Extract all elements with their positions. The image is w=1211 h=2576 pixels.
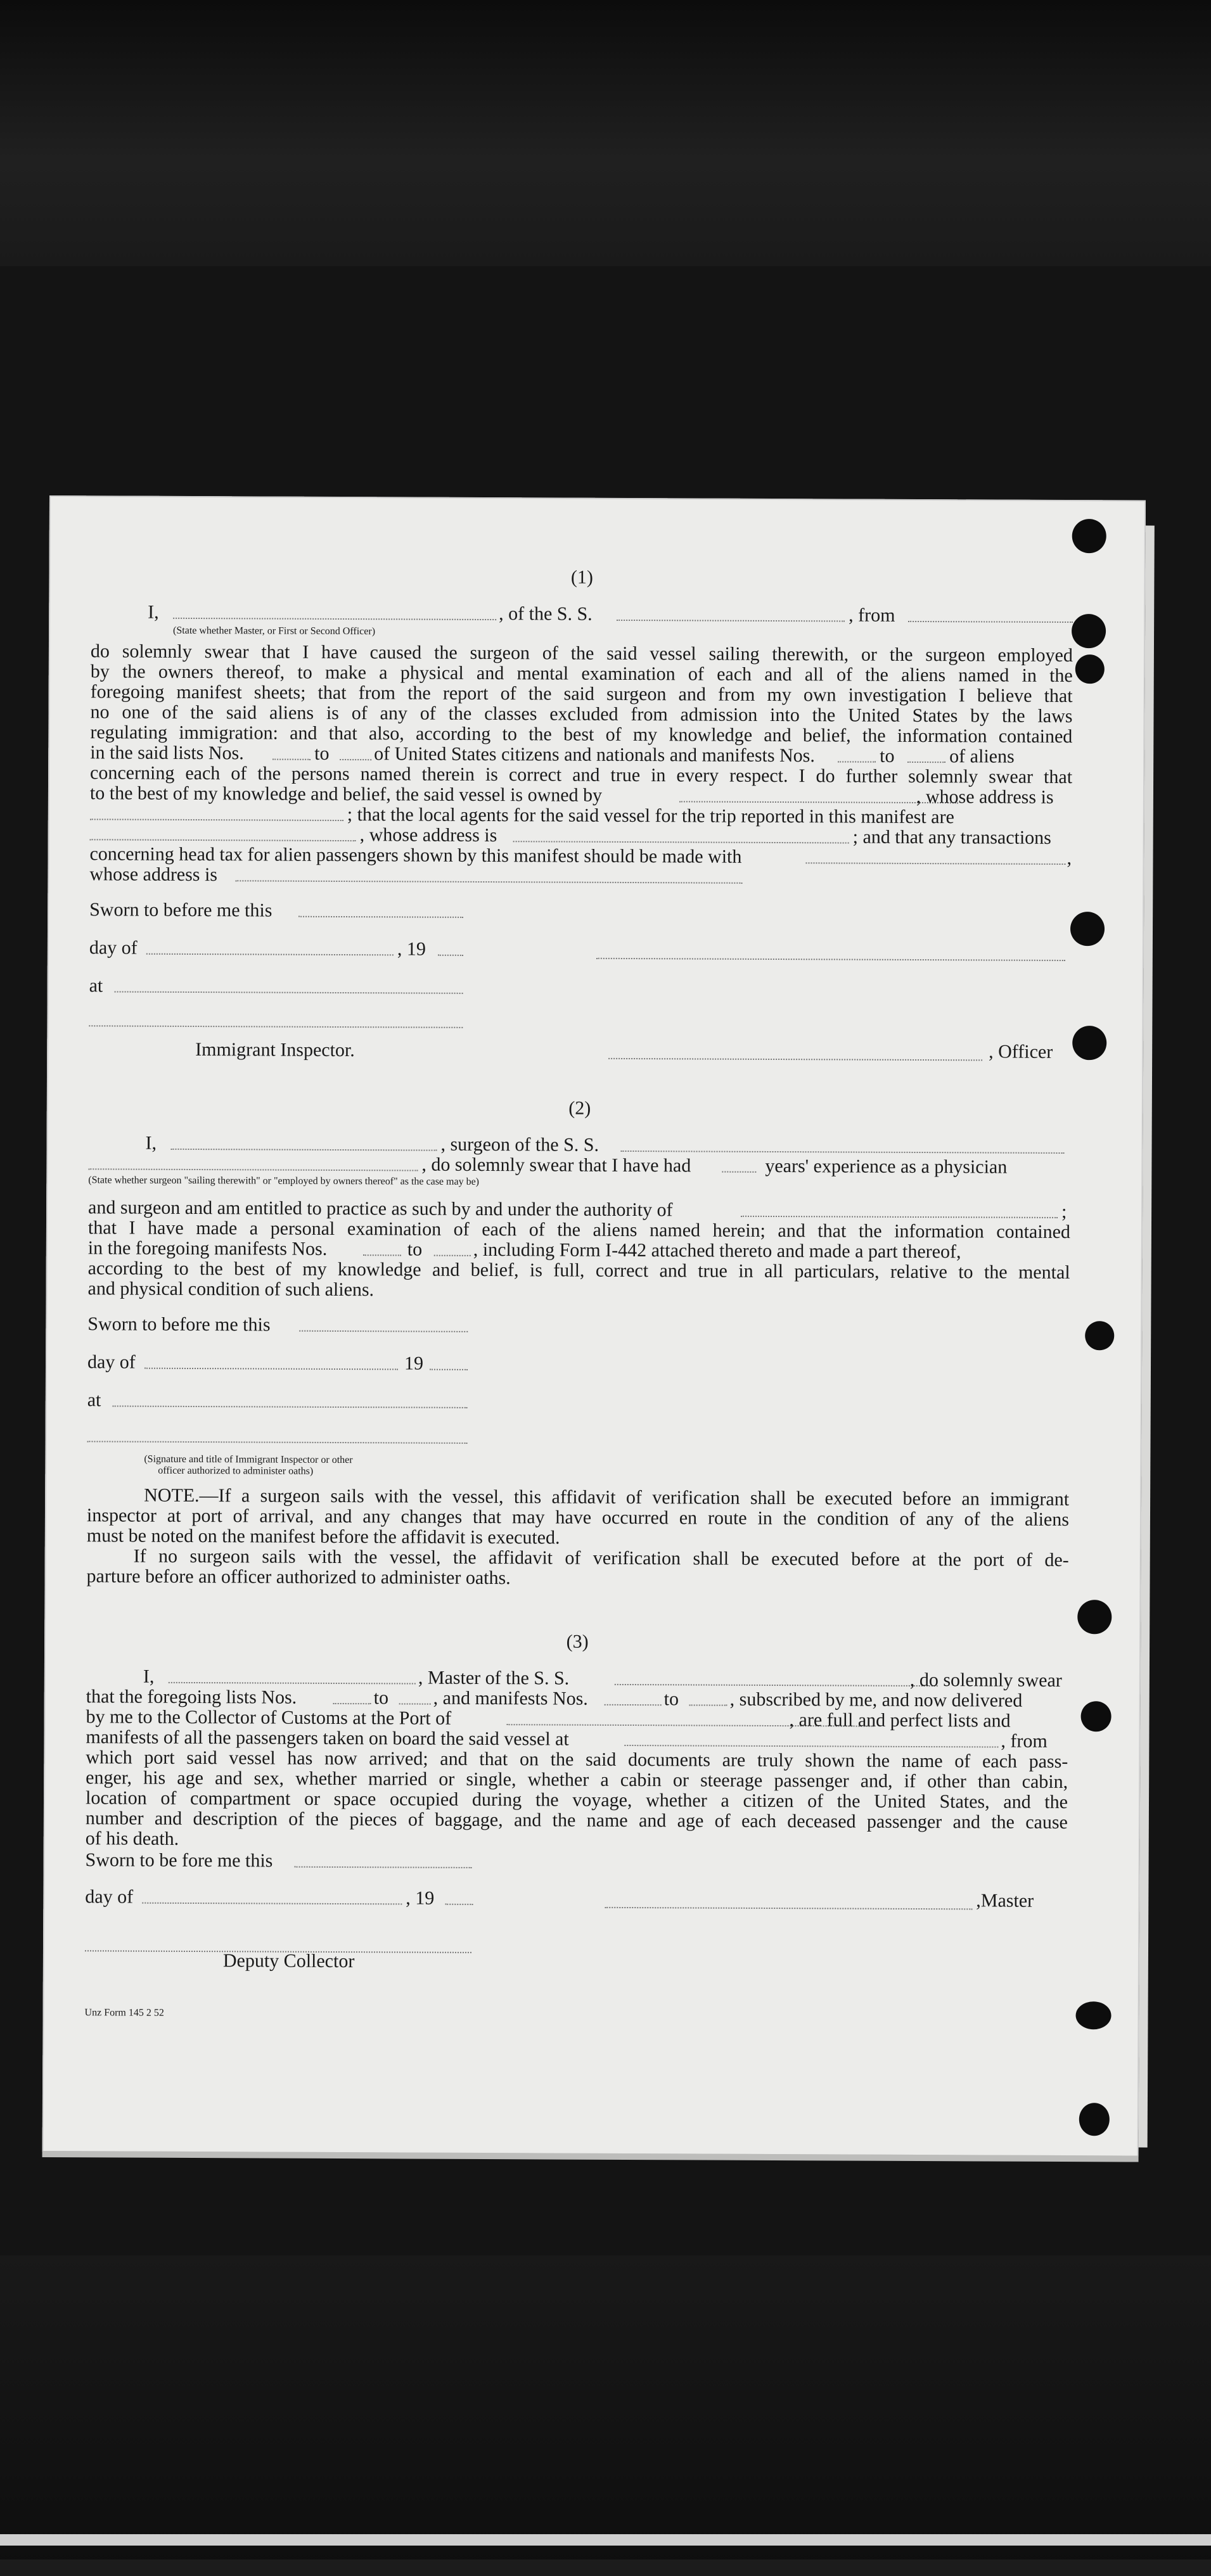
s1-day-of: day of	[89, 937, 138, 959]
affidavit-text	[84, 495, 1080, 2018]
s3-year: , 19	[406, 1887, 435, 1909]
manifest-page	[42, 495, 1146, 2157]
punch-hole	[1075, 654, 1105, 684]
s1-citizens: of United States citizens and nationals and manifests Nos.	[374, 743, 815, 767]
s2-manifest-to: to	[407, 1239, 423, 1260]
page-edge-right	[1139, 526, 1155, 2148]
s1-lists-to: to	[314, 743, 330, 764]
s2-manifests: in the foregoing manifests Nos.	[87, 1237, 328, 1259]
s3-master-blank	[169, 1667, 416, 1685]
s1-agents: ; that the local agents for the said vessel for the trip reported in this manifest are	[347, 804, 954, 828]
s3-vessel-blank	[615, 1669, 938, 1687]
s2-note2-line: parture before an officer authorized to administer oaths.	[86, 1565, 511, 1589]
s3-sworn: Sworn to be fore me this	[85, 1849, 273, 1871]
s2-including: , including Form I-442 attached thereto and made a part thereof,	[473, 1239, 961, 1263]
s1-whose: whose address is	[89, 864, 218, 886]
punch-hole	[1081, 1701, 1112, 1731]
s3-manifest-to-blank	[689, 1689, 727, 1706]
s3-subscribed: , subscribed by me, and now delivered	[729, 1688, 1023, 1711]
s2-note	[86, 1485, 1069, 1591]
s3-manifest-to: to	[663, 1688, 679, 1710]
s3-swear: , do solemnly swear	[909, 1669, 1062, 1691]
s1-body-line: regulating immigration: and that also, according to the best of my knowledge and belief, the information contained	[90, 722, 1073, 748]
s1-sworn-blank	[298, 901, 463, 918]
punch-hole	[1085, 1321, 1114, 1350]
s1-lists-to-blank	[340, 744, 371, 760]
s1-officer-note: (State whether Master, or First or Second Officer)	[173, 625, 376, 637]
s3-passengers: manifests of all the passengers taken on board the said vessel at	[86, 1726, 569, 1750]
s2-year: 19	[404, 1353, 424, 1374]
s1-headtax-blank	[805, 847, 1065, 865]
s1-officer-line	[608, 1057, 982, 1061]
section-1-heading: (1)	[570, 566, 594, 588]
punch-hole	[1072, 1026, 1106, 1060]
s2-note2-line: If no surgeon sails with the vessel, the affidavit of verification shall be executed before at the port of de-	[133, 1545, 1069, 1571]
s2-status-blank	[88, 1153, 418, 1171]
s1-officer-signature-line	[596, 957, 1065, 961]
s3-i: I,	[143, 1666, 155, 1687]
punch-hole	[1079, 2103, 1110, 2136]
s1-inspector: Immigrant Inspector.	[195, 1039, 355, 1061]
s3-year-blank	[445, 1889, 473, 1905]
s3-lists: that the foregoing lists Nos.	[86, 1686, 297, 1708]
s2-sworn: Sworn to before me this	[87, 1313, 271, 1336]
form-number: Unz Form 145 2 52	[84, 2007, 164, 2018]
s1-body	[90, 641, 1073, 747]
s1-concerning-line: concerning each of the persons named therein is correct and true in every respect. I do further solemnly swear that	[90, 762, 1073, 788]
section-3-heading: (3)	[566, 1631, 589, 1652]
s1-body-line: no one of the said aliens is of any of the classes excluded from admission into the United States by the laws	[90, 701, 1073, 727]
s1-inspector-signature-line	[89, 1024, 463, 1028]
s3-collector: by me to the Collector of Customs at the Port of	[86, 1706, 452, 1729]
s2-day-of: day of	[87, 1351, 136, 1373]
s2-manifest-from-blank	[363, 1239, 401, 1256]
s1-agent-address: , whose address is	[359, 824, 497, 846]
s1-officer: , Officer	[989, 1041, 1053, 1062]
s3-manifests: , and manifests Nos.	[433, 1687, 588, 1709]
s1-body-line: foregoing manifest sheets; that from the report of the said surgeon and from my own investigation I believe that	[90, 681, 1073, 707]
s2-note-line: must be noted on the manifest before the affidavit is executed.	[86, 1525, 560, 1548]
s2-manifest-to-blank	[434, 1240, 471, 1256]
film-background-top	[0, 0, 1211, 266]
s1-body-line: do solemnly swear that I have caused the surgeon of the said vessel sailing therewith, or the surgeon employed	[90, 641, 1073, 666]
s1-year: , 19	[397, 938, 426, 960]
s3-lists-to: to	[373, 1687, 389, 1709]
s2-year-blank	[430, 1354, 468, 1370]
s2-according-line: according to the best of my knowledge and belief, is full, correct and true in all particulars, relative to the mental	[87, 1258, 1070, 1284]
s1-at: at	[89, 975, 103, 997]
s3-manifest-from-blank	[605, 1689, 662, 1706]
s2-swear: , do solemnly swear that I have had	[421, 1154, 691, 1176]
s1-lists-from-blank	[272, 744, 311, 760]
s1-lists: in the said lists Nos.	[90, 742, 244, 764]
s2-surgeon-blank	[170, 1133, 437, 1151]
s1-whose-blank	[235, 865, 742, 883]
s2-at: at	[87, 1389, 101, 1411]
s3-sworn-blank	[295, 1851, 472, 1868]
s2-authority: and surgeon and am entitled to practice as such by and under the authority of	[88, 1197, 673, 1221]
punch-hole	[1072, 519, 1106, 553]
s3-body-line: number and description of the pieces of baggage, and the name and age of each deceased passenger and the cause	[85, 1808, 1068, 1833]
s1-owner-address: , whose address is	[916, 786, 1054, 808]
s2-day-blank	[144, 1353, 398, 1370]
punch-hole	[1070, 912, 1105, 946]
s1-at-blank	[115, 976, 463, 993]
punch-hole	[1072, 614, 1106, 648]
s2-signature-line	[87, 1439, 467, 1444]
s2-surgeon-note: (State whether surgeon "sailing therewith" or "employed by owners thereof" as the case may be)	[88, 1175, 480, 1187]
s3-body	[86, 1747, 1068, 1853]
s1-year-blank	[438, 940, 463, 956]
s1-agents-blank	[90, 824, 356, 841]
s1-aliens: of aliens	[949, 746, 1015, 767]
s3-body-line: which port said vessel has now arrived; and that on the said documents are truly shown the name of each pass-	[86, 1747, 1068, 1773]
s2-note-line: NOTE.—If a surgeon sails with the vessel, this affidavit of verification shall be executed before an immigrant	[144, 1484, 1070, 1510]
s1-of-ss: , of the S. S.	[499, 603, 593, 625]
s3-deputy-collector: Deputy Collector	[222, 1950, 355, 1972]
s2-at-blank	[113, 1390, 468, 1408]
s2-sig-note-1: (Signature and title of Immigrant Inspector or other	[144, 1453, 353, 1466]
s1-vessel-blank	[617, 604, 845, 622]
s1-manifest-from-blank	[838, 746, 876, 762]
s3-lists-to-blank	[399, 1688, 431, 1704]
s1-i: I,	[148, 601, 159, 623]
s1-sworn: Sworn to before me this	[89, 899, 272, 921]
punch-hole	[1077, 1600, 1112, 1634]
s1-agent-address-blank	[513, 826, 849, 843]
s1-headtax: concerning head tax for alien passengers shown by this manifest should be made with	[89, 843, 742, 867]
film-edge-dark	[0, 2560, 1211, 2576]
s3-day-of: day of	[85, 1886, 134, 1908]
punch-hole	[1075, 2001, 1111, 2029]
s2-i: I,	[145, 1132, 157, 1154]
s3-body-line: of his death.	[85, 1828, 179, 1849]
s2-exam-line: that I have made a personal examination of each of the aliens named herein; and that the information contained	[87, 1217, 1071, 1243]
film-edge-strip	[0, 2534, 1211, 2546]
s1-from-blank	[908, 606, 1073, 623]
section-2-heading: (2)	[568, 1097, 591, 1119]
s2-experience: years' experience as a physician	[765, 1155, 1008, 1178]
s3-master-of: , Master of the S. S.	[418, 1667, 570, 1689]
s3-master-signature-line	[605, 1906, 972, 1910]
s1-manifest-to-blank	[907, 746, 945, 763]
s2-years-blank	[722, 1156, 756, 1173]
s1-from: , from	[849, 604, 895, 626]
s1-transactions: ; and that any transactions	[852, 826, 1051, 848]
s3-perfect: , are full and perfect lists and	[789, 1709, 1011, 1731]
s2-physical: and physical condition of such aliens.	[87, 1278, 375, 1301]
s2-sig-note-2: officer authorized to administer oaths)	[158, 1465, 314, 1477]
page-edge-bottom	[42, 2151, 1139, 2162]
s1-owned: to the best of my knowledge and belief, the said vessel is owned by	[89, 782, 603, 806]
s1-officer-blank	[173, 603, 496, 620]
s1-owner-address-blank	[90, 803, 343, 821]
s1-day-blank	[146, 938, 394, 956]
s3-body-line: location of compartment or space occupied during the voyage, whether a citizen of the United States, and the	[85, 1787, 1068, 1813]
s1-manifest-to: to	[880, 745, 895, 767]
s2-surgeon-of: , surgeon of the S. S.	[440, 1133, 599, 1156]
s3-from: , from	[1001, 1730, 1048, 1752]
s2-authority-blank	[741, 1201, 1058, 1218]
s3-day-blank	[142, 1887, 402, 1905]
s1-body-line: by the owners thereof, to make a physical and mental examination of each and all of the aliens named in the	[90, 661, 1073, 687]
film-background-bottom	[0, 2255, 1211, 2576]
s3-body-line: enger, his age and sex, whether married or single, whether a cabin or steerage passenger and, if other than cabin,	[86, 1767, 1068, 1793]
s2-note-line: inspector at port of arrival, and any changes that may have occurred en route in the condition of any of the aliens	[86, 1505, 1070, 1531]
s2-sworn-blank	[299, 1315, 468, 1332]
s3-departure-blank	[624, 1730, 998, 1748]
s3-lists-from-blank	[333, 1688, 371, 1704]
s3-master: ,Master	[976, 1890, 1034, 1911]
s1-comma: ,	[1067, 848, 1072, 869]
s2-semicolon: ;	[1061, 1201, 1067, 1223]
s2-vessel-blank	[620, 1135, 1064, 1154]
